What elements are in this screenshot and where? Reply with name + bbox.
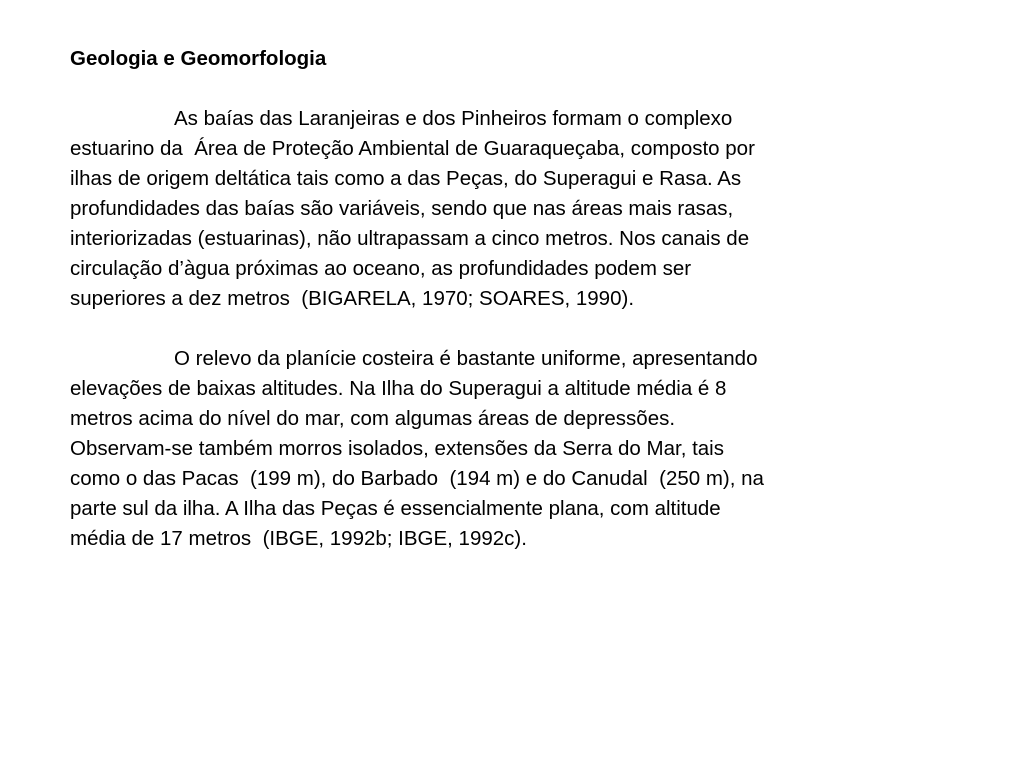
paragraph-line: parte sul da ilha. A Ilha das Peças é essencialmente plana, com altitude [70,497,721,520]
paragraph-line: profundidades das baías são variáveis, sendo que nas áreas mais rasas, [70,197,734,220]
section-heading: Geologia e Geomorfologia [70,47,327,70]
paragraph-line: circulação d’àgua próximas ao oceano, as profundidades podem ser [70,257,692,280]
paragraph-line: média de 17 metros (IBGE, 1992b; IBGE, 1992c). [70,527,527,550]
paragraph-line: interiorizadas (estuarinas), não ultrapassam a cinco metros. Nos canais de [70,227,750,250]
paragraph-estuary [70,104,950,314]
paragraph-line: O relevo da planície costeira é bastante uniforme, apresentando [174,347,758,370]
paragraph-line: estuarino da Área de Proteção Ambiental de Guaraqueçaba, composto por [70,137,755,160]
paragraph-line: ilhas de origem deltática tais como a das Peças, do Superagui e Rasa. As [70,167,742,190]
paragraph-line: metros acima do nível do mar, com algumas áreas de depressões. [70,407,676,430]
paragraph-line: superiores a dez metros (BIGARELA, 1970; SOARES, 1990). [70,287,635,310]
slide-content [70,44,950,584]
paragraph-line: elevações de baixas altitudes. Na Ilha do Superagui a altitude média é 8 [70,377,727,400]
paragraph-line: As baías das Laranjeiras e dos Pinheiros formam o complexo [174,107,733,130]
paragraph-line: como o das Pacas (199 m), do Barbado (194 m) e do Canudal (250 m), na [70,467,764,490]
paragraph-relief [70,344,950,554]
paragraph-line: Observam-se também morros isolados, extensões da Serra do Mar, tais [70,437,724,460]
